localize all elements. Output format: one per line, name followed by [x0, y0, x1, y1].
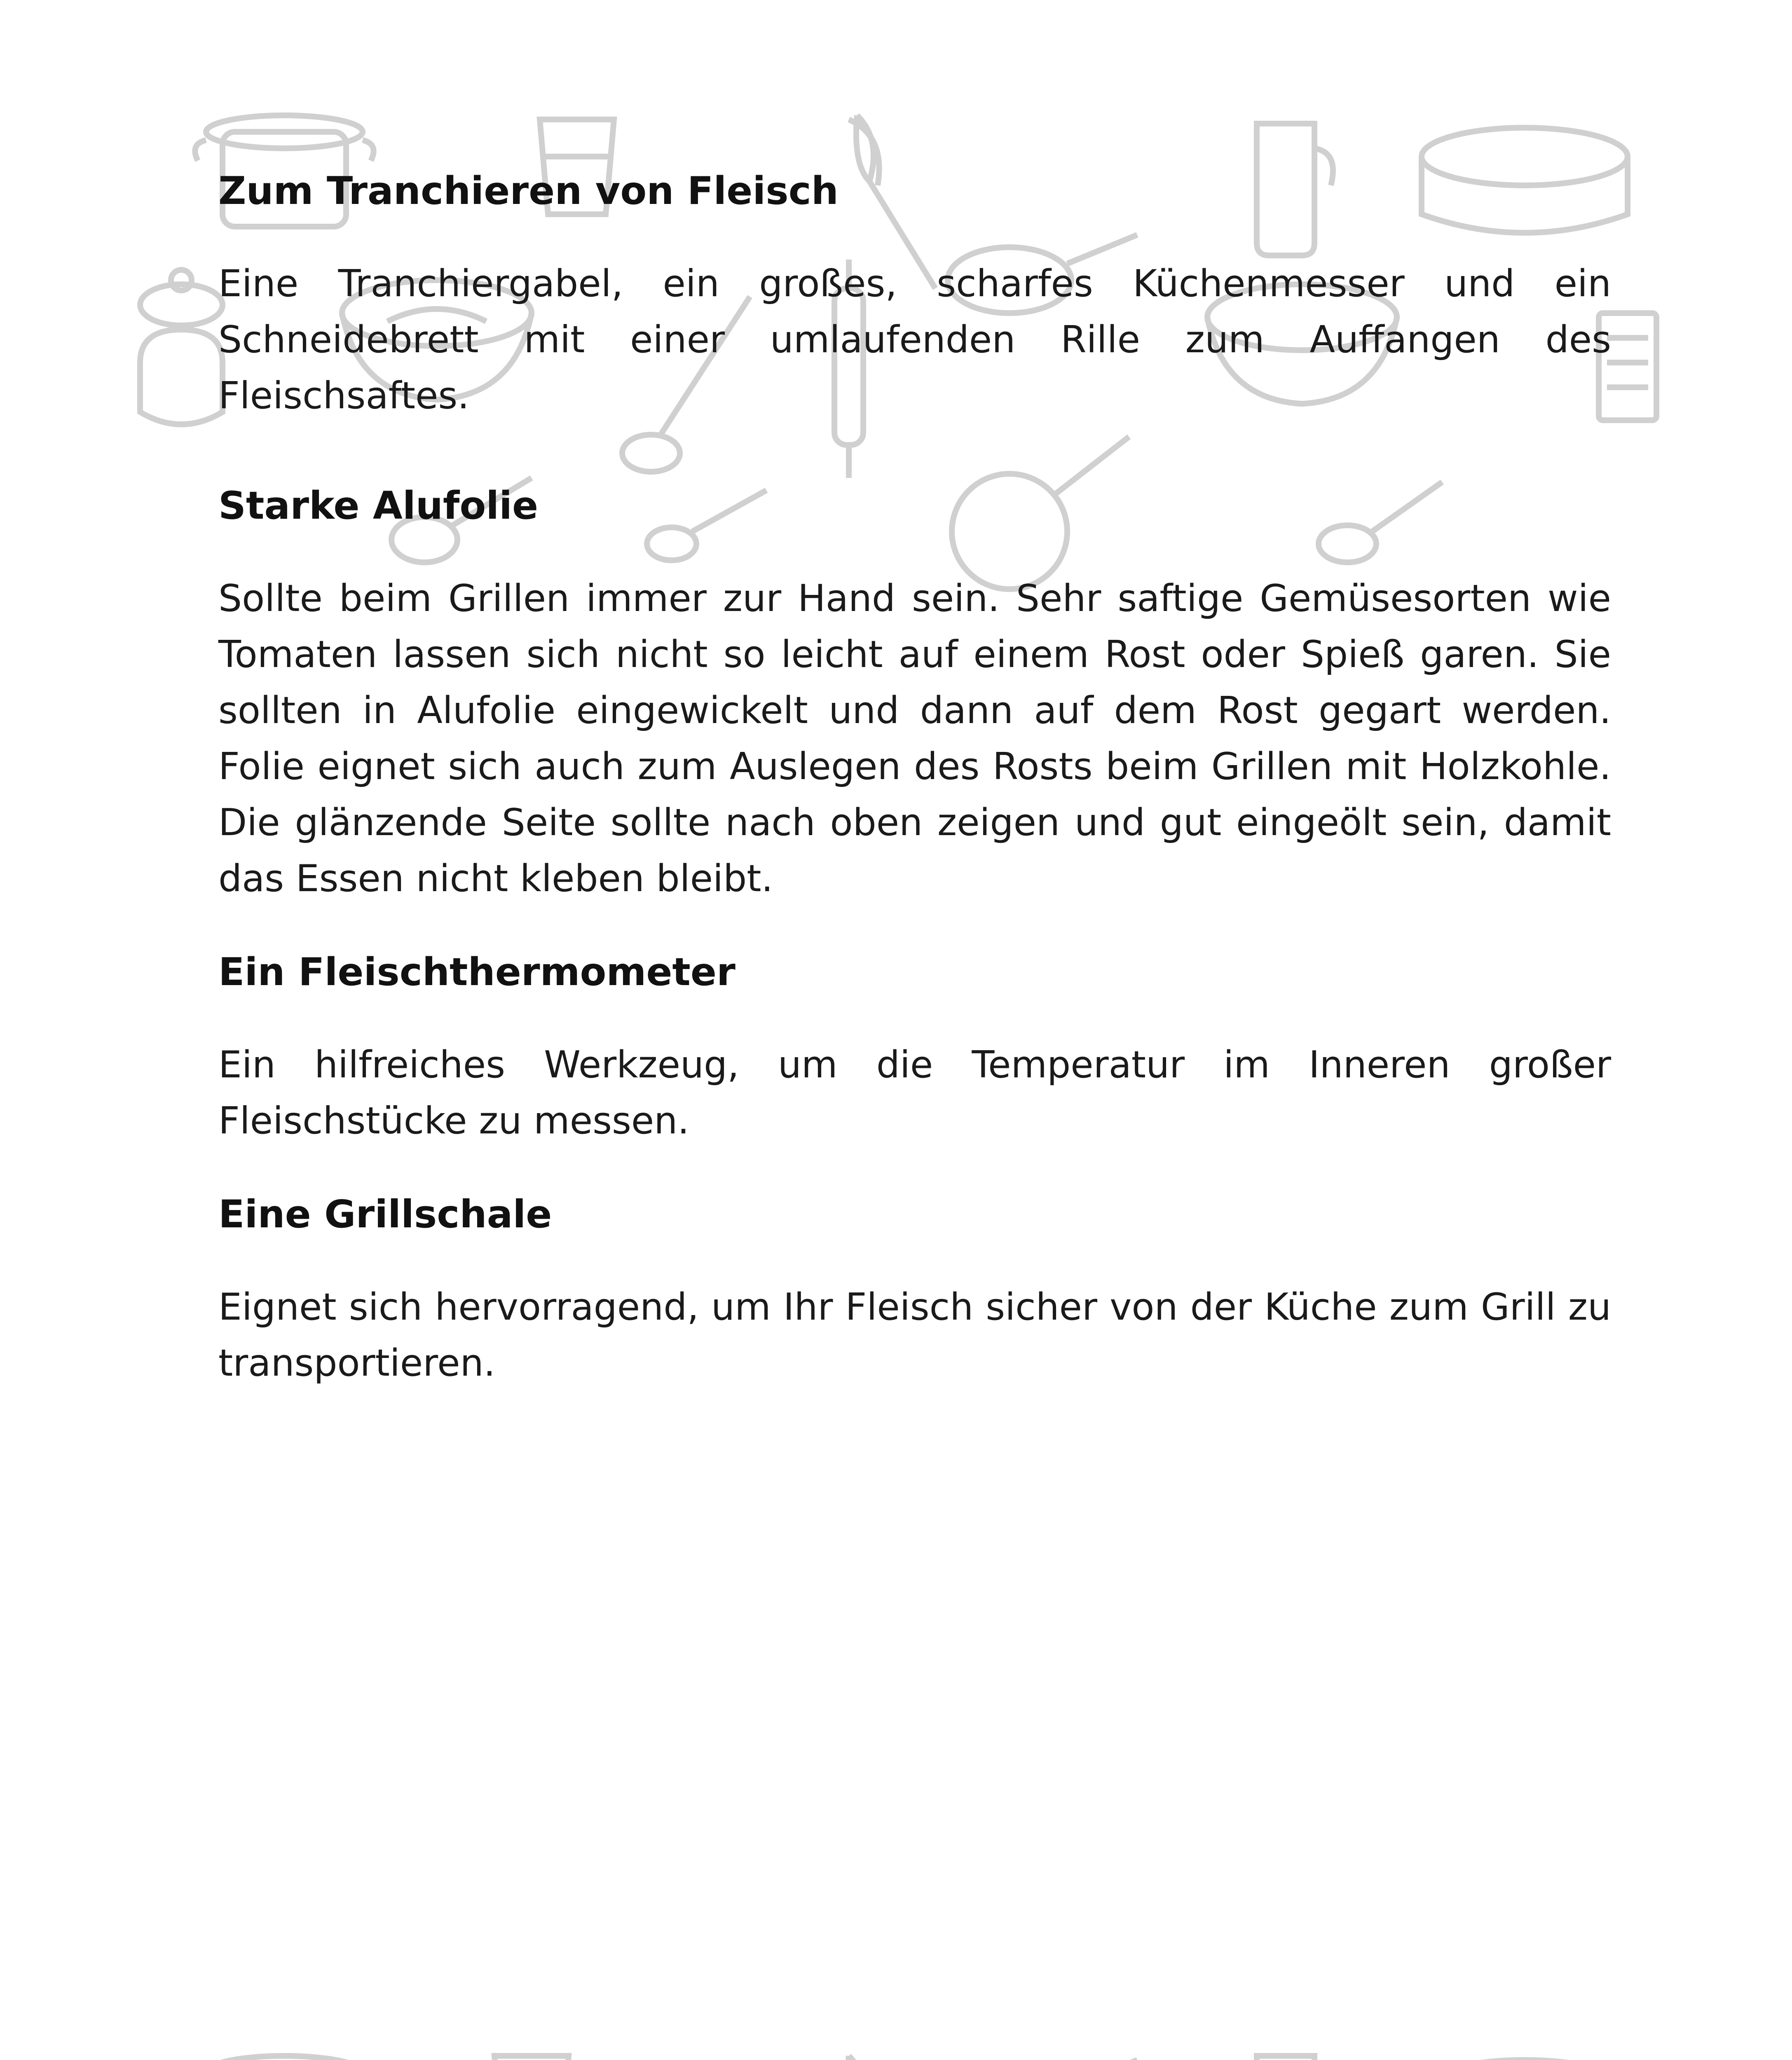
lidded-pot-icon [140, 270, 223, 424]
kitchen-utensils-illustration [0, 2011, 1792, 2060]
section-heading-tranchieren: Zum Tranchieren von Fleisch [218, 169, 839, 213]
jug-icon [1257, 2056, 1314, 2060]
section-body-fleischthermometer: Ein hilfreiches Werkzeug, um die Temperatur im Inneren großer Fleischstücke zu messen. [218, 1043, 1611, 1142]
section-body-grillschale: Eignet sich hervorragend, um Ihr Fleisch sicher von der Küche zum Grill zu transportieren. [218, 1285, 1611, 1385]
page-content [218, 163, 1611, 1428]
section-body-tranchieren: Eine Tranchiergabel, ein großes, scharfes Küchenmesser und ein Schneidebrett mit einer umlaufenden Rille zum Auffangen des Fleischsaftes. [218, 262, 1611, 417]
section-body-alufolie: Sollte beim Grillen immer zur Hand sein. Sehr saftige Gemüsesorten wie Tomaten lassen sich nicht so leicht auf einem Rost oder Spieß garen. Sie sollten in Alufolie eingewickelt und dann auf dem Rost gegart werden. Folie eignet sich auch zum Auslegen des Rosts beim Grillen mit Holzkohle. Die glänzende Seite sollte nach oben zeigen und gut eingeölt sein, damit das Essen nicht kleben bleibt. [218, 577, 1611, 900]
kitchen-utensils-decoration-bottom [0, 2011, 1792, 2060]
section-heading-fleischthermometer: Ein Fleischthermometer [218, 950, 736, 994]
whisk-icon [848, 2056, 927, 2060]
section-heading-grillschale: Eine Grillschale [218, 1192, 552, 1236]
section-heading-alufolie: Starke Alufolie [218, 483, 539, 528]
glass-icon [494, 2056, 569, 2060]
pot-icon [206, 2056, 363, 2060]
